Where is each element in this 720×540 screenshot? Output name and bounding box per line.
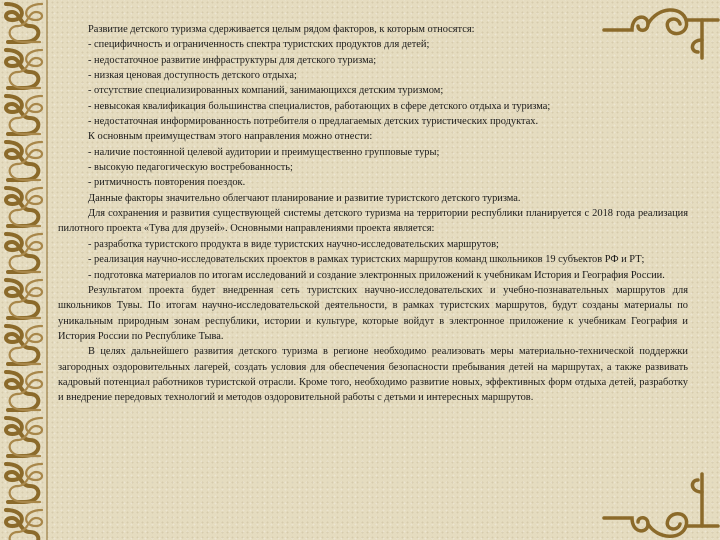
list-item: - ритмичность повторения поездок. [88,177,246,189]
factors-note: Данные факторы значительно облегчают планирование и развитие туристского детского туризма. [88,192,521,204]
ornament-border-icon [0,0,48,540]
result-paragraph: Результатом проекта будет внедренная сеть туристских научно-исследовательских и учебно-познавательных маршрутов для школьников Тувы. По итогам научно-исследовательской деятельности, в рамках туристских маршрутов, будут созданы материалы по уникальным природным зонам республики, истории и культуре, которые войдут в электронное приложение к учебникам География и История России по Республике Тыва. [58,284,688,342]
intro-paragraph: Развитие детского туризма сдерживается целым рядом факторов, к которым относятся: [88,24,475,35]
list-item: - отсутствие специализированных компаний, занимающихся детским туризмом; [88,85,444,97]
project-paragraph: Для сохранения и развития существующей системы детского туризма на территории республики планируется с 2018 года реализация пилотного проекта «Тува для друзей». Основными направлениями проекта является: [58,208,688,235]
list-item: - специфичность и ограниченность спектра туристских продуктов для детей; [88,39,430,51]
list-item: - разработка туристского продукта в виде туристских научно-исследовательских маршрутов; [88,238,499,250]
list-item: - наличие постоянной целевой аудитории и преимущественно групповые туры; [88,146,440,158]
list-item: - высокую педагогическую востребованность; [88,162,293,174]
document-body [58,22,688,406]
list-item: - низкая ценовая доступность детского отдыха; [88,70,297,82]
final-paragraph: В целях дальнейшего развития детского туризма в регионе необходимо реализовать меры материально-технической поддержки загородных оздоровительных лагерей, создать условия для обеспечения безопасности пребывания детей на маршрутах, а также развивать кадровый потенциал работников туристской отрасли. Кроме того, необходимо развитие новых, эффективных форм отдыха детей, разработку и внедрение передовых технологий и методов оздоровительной работы с детьми и интересных маршрутов. [58,346,688,404]
list-item: - реализация научно-исследовательских проектов в рамках туристских маршрутов команд школьников 19 субъектов РФ и РТ; [88,254,645,266]
ornament-corner-icon [602,470,720,540]
list-item: - подготовка материалов по итогам исследований и создание электронных приложений к учебникам История и География России. [88,269,665,281]
list-item: - невысокая квалификация большинства специалистов, работающих в сфере детского отдыха и туризма; [88,100,551,112]
list-item: - недостаточное развитие инфраструктуры для детского туризма; [88,54,377,66]
advantages-intro: К основным преимуществам этого направления можно отнести: [88,131,373,143]
list-item: - недостаточная информированность потребителя о предлагаемых детских туристических продуктах. [88,116,539,128]
